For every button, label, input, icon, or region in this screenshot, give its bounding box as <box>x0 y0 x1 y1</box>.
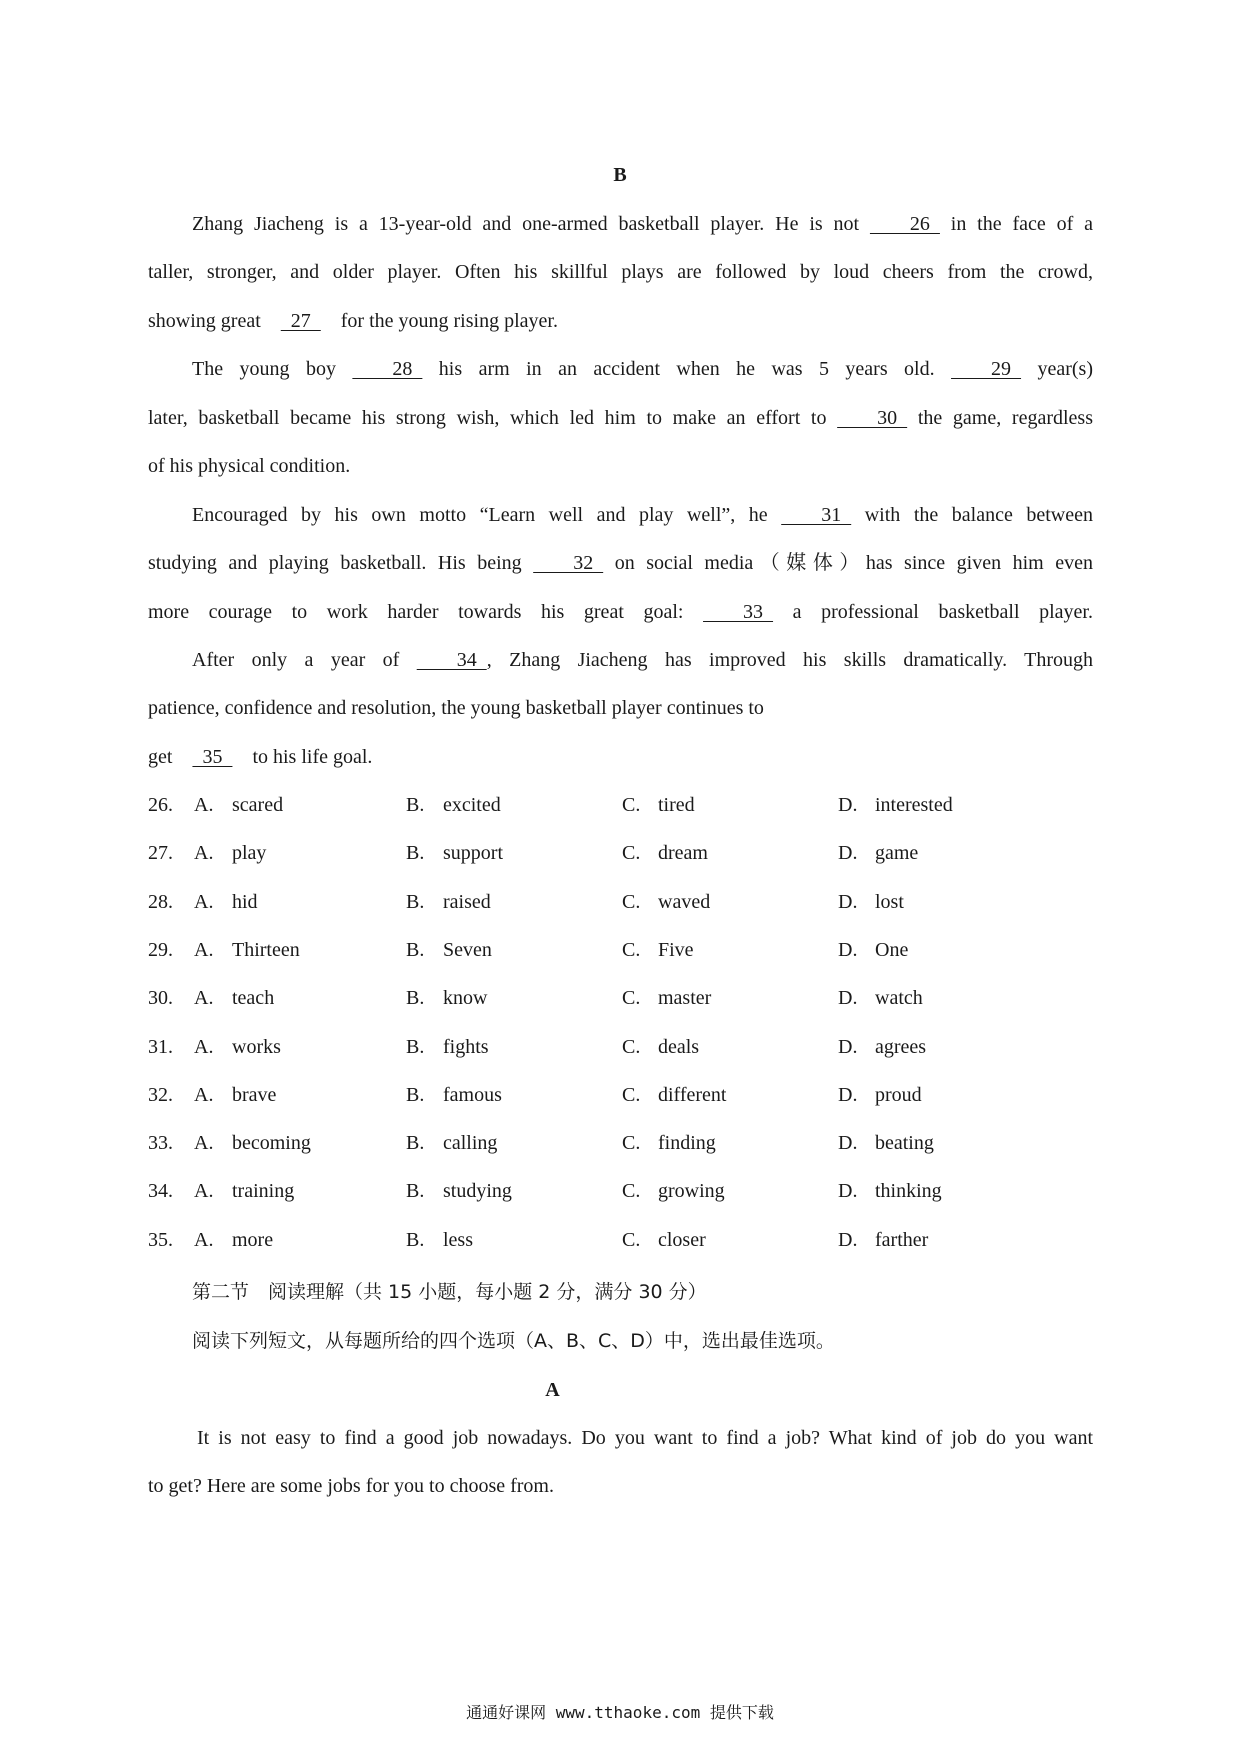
passage-b-line <box>148 694 1093 722</box>
option-letter: B. <box>406 1132 425 1154</box>
option-letter: C. <box>622 1180 641 1202</box>
option-row <box>148 791 1093 819</box>
option-a: Thirteen <box>232 939 300 961</box>
passage-b-line <box>148 307 1093 335</box>
option-a: teach <box>232 987 275 1009</box>
passage-text: with the balance between <box>851 504 1093 526</box>
passage-text: The young boy <box>192 358 353 380</box>
option-b: less <box>443 1229 473 1251</box>
option-letter: C. <box>622 987 641 1009</box>
passage-b-line <box>148 258 1093 286</box>
option-letter: A. <box>194 1084 214 1106</box>
option-letter: A. <box>194 1036 214 1058</box>
passage-text: to his life goal. <box>247 746 373 768</box>
option-c: different <box>658 1084 727 1106</box>
option-letter: C. <box>622 1229 641 1251</box>
passage-b-title: B <box>613 164 627 186</box>
cloze-blank: 26 <box>869 213 940 235</box>
option-b: calling <box>443 1132 498 1154</box>
option-a: works <box>232 1036 281 1058</box>
option-a: scared <box>232 794 284 816</box>
question-number: 32. <box>148 1084 173 1106</box>
option-letter: D. <box>838 1084 858 1106</box>
passage-a-line-1: It is not easy to find a good job nowadays. Do you want to find a job? What kind of job do you want <box>197 1427 1093 1449</box>
passage-a-line-2: to get? Here are some jobs for you to choose from. <box>148 1475 554 1497</box>
cloze-blank: 29 <box>951 358 1022 380</box>
option-letter: D. <box>838 891 858 913</box>
option-letter: C. <box>622 891 641 913</box>
option-d: lost <box>875 891 904 913</box>
cloze-blank: 34 <box>416 649 487 671</box>
option-row <box>148 1033 1093 1061</box>
cloze-blank: 30 <box>837 407 908 429</box>
passage-b-line <box>148 549 1093 577</box>
option-c: closer <box>658 1229 706 1251</box>
passage-b-line <box>192 646 1093 674</box>
option-d: agrees <box>875 1036 927 1058</box>
option-letter: C. <box>622 842 641 864</box>
question-number: 33. <box>148 1132 173 1154</box>
option-letter: B. <box>406 1036 425 1058</box>
passage-b-line <box>192 355 1093 383</box>
question-number: 34. <box>148 1180 173 1202</box>
section-heading: 第二节 阅读理解（共 15 小题，每小题 2 分，满分 30 分） <box>192 1281 707 1303</box>
option-letter: B. <box>406 842 425 864</box>
option-d: thinking <box>875 1180 942 1202</box>
option-d: game <box>875 842 919 864</box>
option-a: play <box>232 842 267 864</box>
question-number: 27. <box>148 842 173 864</box>
passage-text: studying and playing basketball. His being <box>148 552 534 574</box>
option-c: Five <box>658 939 694 961</box>
option-letter: A. <box>194 939 214 961</box>
option-b: know <box>443 987 488 1009</box>
passage-text: Encouraged by his own motto “Learn well and play well”, he <box>192 504 782 526</box>
option-letter: A. <box>194 794 214 816</box>
footer-watermark: 通通好课网 www.tthaoke.com 提供下载 <box>466 1703 774 1722</box>
passage-text: in the face of a <box>939 213 1093 235</box>
option-letter: B. <box>406 987 425 1009</box>
option-b: studying <box>443 1180 512 1202</box>
option-letter: D. <box>838 842 858 864</box>
cloze-blank: 35 <box>192 746 233 768</box>
option-d: watch <box>875 987 923 1009</box>
option-letter: A. <box>194 891 214 913</box>
passage-text: Zhang Jiacheng is a 13-year-old and one-armed basketball player. He is not <box>192 213 870 235</box>
option-b: fights <box>443 1036 489 1058</box>
option-d: beating <box>875 1132 934 1154</box>
passage-text: showing great <box>148 310 266 332</box>
cloze-blank: 31 <box>781 504 852 526</box>
option-letter: B. <box>406 939 425 961</box>
option-letter: B. <box>406 794 425 816</box>
option-letter: A. <box>194 987 214 1009</box>
option-c: tired <box>658 794 695 816</box>
question-number: 30. <box>148 987 173 1009</box>
option-letter: A. <box>194 1180 214 1202</box>
option-c: master <box>658 987 712 1009</box>
option-letter: A. <box>194 1132 214 1154</box>
question-number: 29. <box>148 939 173 961</box>
question-number: 26. <box>148 794 173 816</box>
option-row <box>148 839 1093 867</box>
option-d: proud <box>875 1084 922 1106</box>
question-number: 35. <box>148 1229 173 1251</box>
option-a: brave <box>232 1084 277 1106</box>
passage-b-line <box>148 452 1093 480</box>
option-a: training <box>232 1180 295 1202</box>
passage-text: the game, regardless <box>907 407 1093 429</box>
option-a: becoming <box>232 1132 311 1154</box>
option-a: hid <box>232 891 258 913</box>
option-b: raised <box>443 891 491 913</box>
option-letter: D. <box>838 1180 858 1202</box>
option-letter: B. <box>406 1229 425 1251</box>
option-letter: C. <box>622 794 641 816</box>
section-instruction: 阅读下列短文，从每题所给的四个选项（A、B、C、D）中，选出最佳选项。 <box>192 1330 835 1352</box>
passage-text: patience, confidence and resolution, the young basketball player continues to <box>148 697 764 719</box>
option-d: interested <box>875 794 953 816</box>
passage-b-line <box>192 501 1093 529</box>
option-row <box>148 1177 1093 1205</box>
passage-text: of his physical condition. <box>148 455 351 477</box>
option-b: famous <box>443 1084 502 1106</box>
option-row <box>148 936 1093 964</box>
option-b: Seven <box>443 939 492 961</box>
passage-text: get <box>148 746 178 768</box>
option-letter: D. <box>838 987 858 1009</box>
passage-a-title: A <box>545 1379 560 1401</box>
passage-text: After only a year of <box>192 649 417 671</box>
question-number: 31. <box>148 1036 173 1058</box>
option-row <box>148 888 1093 916</box>
option-b: excited <box>443 794 501 816</box>
passage-b-line <box>148 743 1093 771</box>
option-c: dream <box>658 842 708 864</box>
cloze-blank: 33 <box>703 601 774 623</box>
passage-text: his arm in an accident when he was 5 years old. <box>422 358 952 380</box>
cloze-blank: 27 <box>280 310 321 332</box>
passage-text: a professional basketball player. <box>773 601 1093 623</box>
option-a: more <box>232 1229 274 1251</box>
passage-text: , Zhang Jiacheng has improved his skills dramatically. Through <box>486 649 1093 671</box>
option-d: farther <box>875 1229 929 1251</box>
option-letter: D. <box>838 1132 858 1154</box>
option-letter: D. <box>838 794 858 816</box>
cloze-blank: 28 <box>352 358 423 380</box>
passage-text: later, basketball became his strong wish, which led him to make an effort to <box>148 407 838 429</box>
passage-b-line <box>148 598 1093 626</box>
passage-b-line <box>148 404 1093 432</box>
passage-text: for the young rising player. <box>335 310 558 332</box>
option-letter: D. <box>838 1036 858 1058</box>
option-b: support <box>443 842 503 864</box>
option-c: growing <box>658 1180 725 1202</box>
passage-b-line <box>192 210 1093 238</box>
cloze-blank: 32 <box>533 552 604 574</box>
option-letter: B. <box>406 891 425 913</box>
option-d: One <box>875 939 909 961</box>
option-letter: A. <box>194 1229 214 1251</box>
option-letter: B. <box>406 1084 425 1106</box>
option-row <box>148 1226 1093 1254</box>
option-letter: D. <box>838 1229 858 1251</box>
option-letter: C. <box>622 939 641 961</box>
option-letter: B. <box>406 1180 425 1202</box>
passage-text: taller, stronger, and older player. Often his skillful plays are followed by loud cheers from the crowd, <box>148 261 1093 283</box>
passage-text: on social media（媒体）has since given him even <box>603 552 1093 574</box>
passage-text: more courage to work harder towards his great goal: <box>148 601 704 623</box>
option-letter: D. <box>838 939 858 961</box>
option-c: deals <box>658 1036 700 1058</box>
option-letter: A. <box>194 842 214 864</box>
option-letter: C. <box>622 1036 641 1058</box>
option-c: finding <box>658 1132 716 1154</box>
option-row <box>148 984 1093 1012</box>
option-row <box>148 1081 1093 1109</box>
option-row <box>148 1129 1093 1157</box>
option-letter: C. <box>622 1084 641 1106</box>
option-c: waved <box>658 891 711 913</box>
question-number: 28. <box>148 891 173 913</box>
passage-text: year(s) <box>1021 358 1093 380</box>
option-letter: C. <box>622 1132 641 1154</box>
